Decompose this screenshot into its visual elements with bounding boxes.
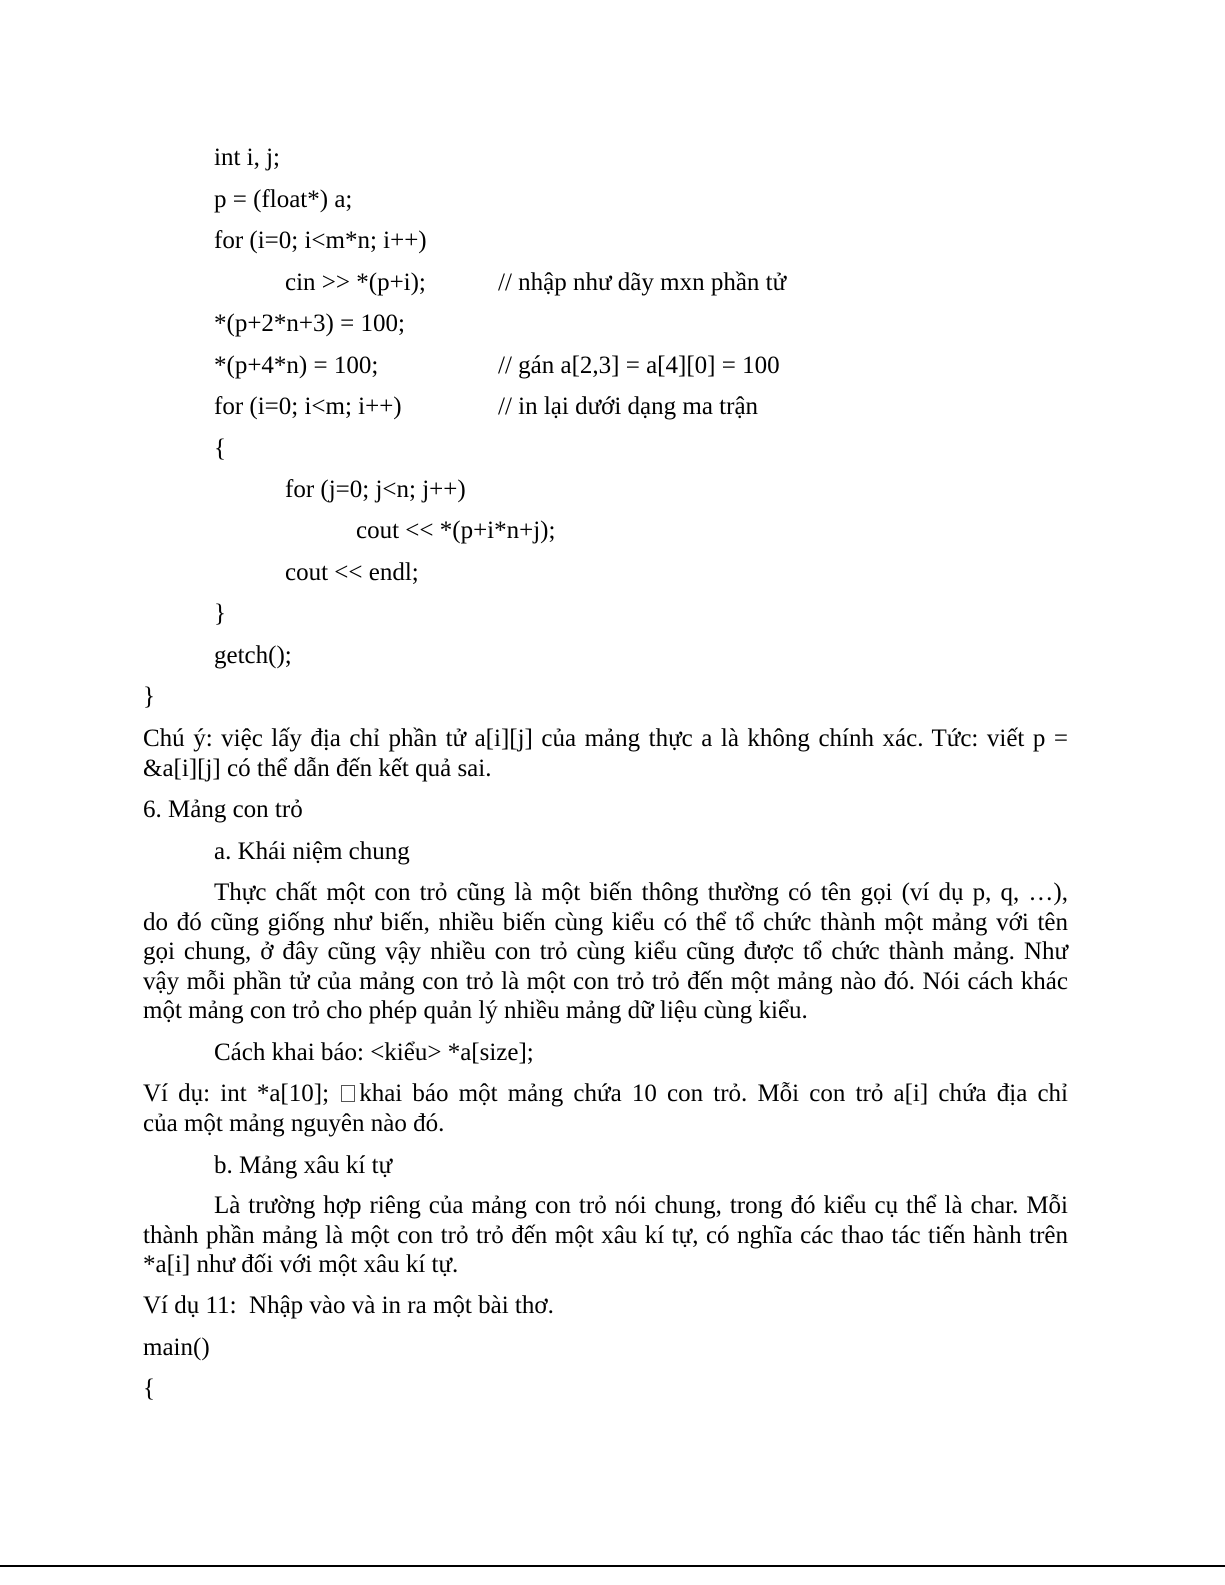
- example-text: khai báo một mảng chứa 10 con trỏ. Mỗi con trỏ a[i] chứa địa chỉ: [359, 1080, 1069, 1107]
- code-line: }: [214, 600, 226, 627]
- paragraph-line: thành phần mảng là một con trỏ trỏ đến một xâu kí tự, có nghĩa các thao tác tiến hành trên: [143, 1221, 1068, 1249]
- declaration-line: Cách khai báo: <kiểu> *a[size];: [214, 1039, 534, 1066]
- note-line: Chú ý: việc lấy địa chỉ phần tử a[i][j] của mảng thực a là không chính xác. Tức: viết p =: [143, 725, 1068, 752]
- code-line: int i, j;: [214, 144, 280, 171]
- paragraph-b: [143, 1191, 1068, 1280]
- paragraph-line: vậy mỗi phần tử của mảng con trỏ là một con trỏ trỏ đến một mảng nào đó. Nói cách khác: [143, 967, 1068, 995]
- code-line: p = (float*) a;: [214, 186, 353, 213]
- code-line: {: [143, 1375, 155, 1402]
- paragraph-line: một mảng con trỏ cho phép quản lý nhiều mảng dữ liệu cùng kiểu.: [143, 997, 808, 1024]
- paragraph-line: gọi chung, ở đây cũng vậy nhiều con trỏ cùng kiểu cũng được tổ chức thành mảng. Như: [143, 938, 1068, 965]
- paragraph-line: do đó cũng giống như biến, nhiều biến cùng kiểu có thể tổ chức thành một mảng với tên: [143, 908, 1068, 936]
- note-paragraph: [143, 724, 1068, 783]
- section-heading: 6. Mảng con trỏ: [143, 796, 303, 823]
- subsection-heading: b. Mảng xâu kí tự: [214, 1152, 393, 1179]
- page-bottom-rule: [0, 1565, 1225, 1567]
- code-line: }: [143, 683, 155, 710]
- code-line: cin >> *(p+i);: [285, 269, 426, 296]
- paragraph-line: Là trường hợp riêng của mảng con trỏ nói chung, trong đó kiểu cụ thể là char. Mỗi: [214, 1192, 1068, 1219]
- example-paragraph: [143, 1079, 1068, 1138]
- code-line: getch();: [214, 642, 292, 669]
- paragraph-line: *a[i] như đối với một xâu kí tự.: [143, 1251, 459, 1278]
- paragraph-line: Thực chất một con trỏ cũng là một biến thông thường có tên gọi (ví dụ p, q, …),: [214, 879, 1068, 906]
- code-line: main(): [143, 1334, 210, 1361]
- example-line: [143, 1079, 1068, 1109]
- example-line: của một mảng nguyên nào đó.: [143, 1109, 445, 1137]
- code-line: for (j=0; j<n; j++): [285, 476, 466, 503]
- example-code: Ví dụ: int *a[10];: [143, 1080, 330, 1107]
- code-comment: // nhập như dãy mxn phần tử: [498, 269, 787, 296]
- note-line: &a[i][j] có thể dẫn đến kết quả sai.: [143, 754, 492, 782]
- arrow-symbol-icon: [341, 1085, 355, 1102]
- subsection-heading: a. Khái niệm chung: [214, 838, 410, 865]
- code-comment: // gán a[2,3] = a[4][0] = 100: [498, 352, 780, 379]
- code-line: *(p+4*n) = 100;: [214, 352, 379, 379]
- code-line: cout << *(p+i*n+j);: [356, 517, 556, 544]
- example-heading: Ví dụ 11: Nhập vào và in ra một bài thơ.: [143, 1292, 554, 1319]
- paragraph-a: [143, 878, 1068, 1026]
- code-line: for (i=0; i<m*n; i++): [214, 227, 427, 254]
- code-line: {: [214, 435, 226, 462]
- code-line: for (i=0; i<m; i++): [214, 393, 402, 420]
- code-line: *(p+2*n+3) = 100;: [214, 310, 405, 337]
- code-comment: // in lại dưới dạng ma trận: [498, 393, 759, 420]
- code-line: cout << endl;: [285, 559, 419, 586]
